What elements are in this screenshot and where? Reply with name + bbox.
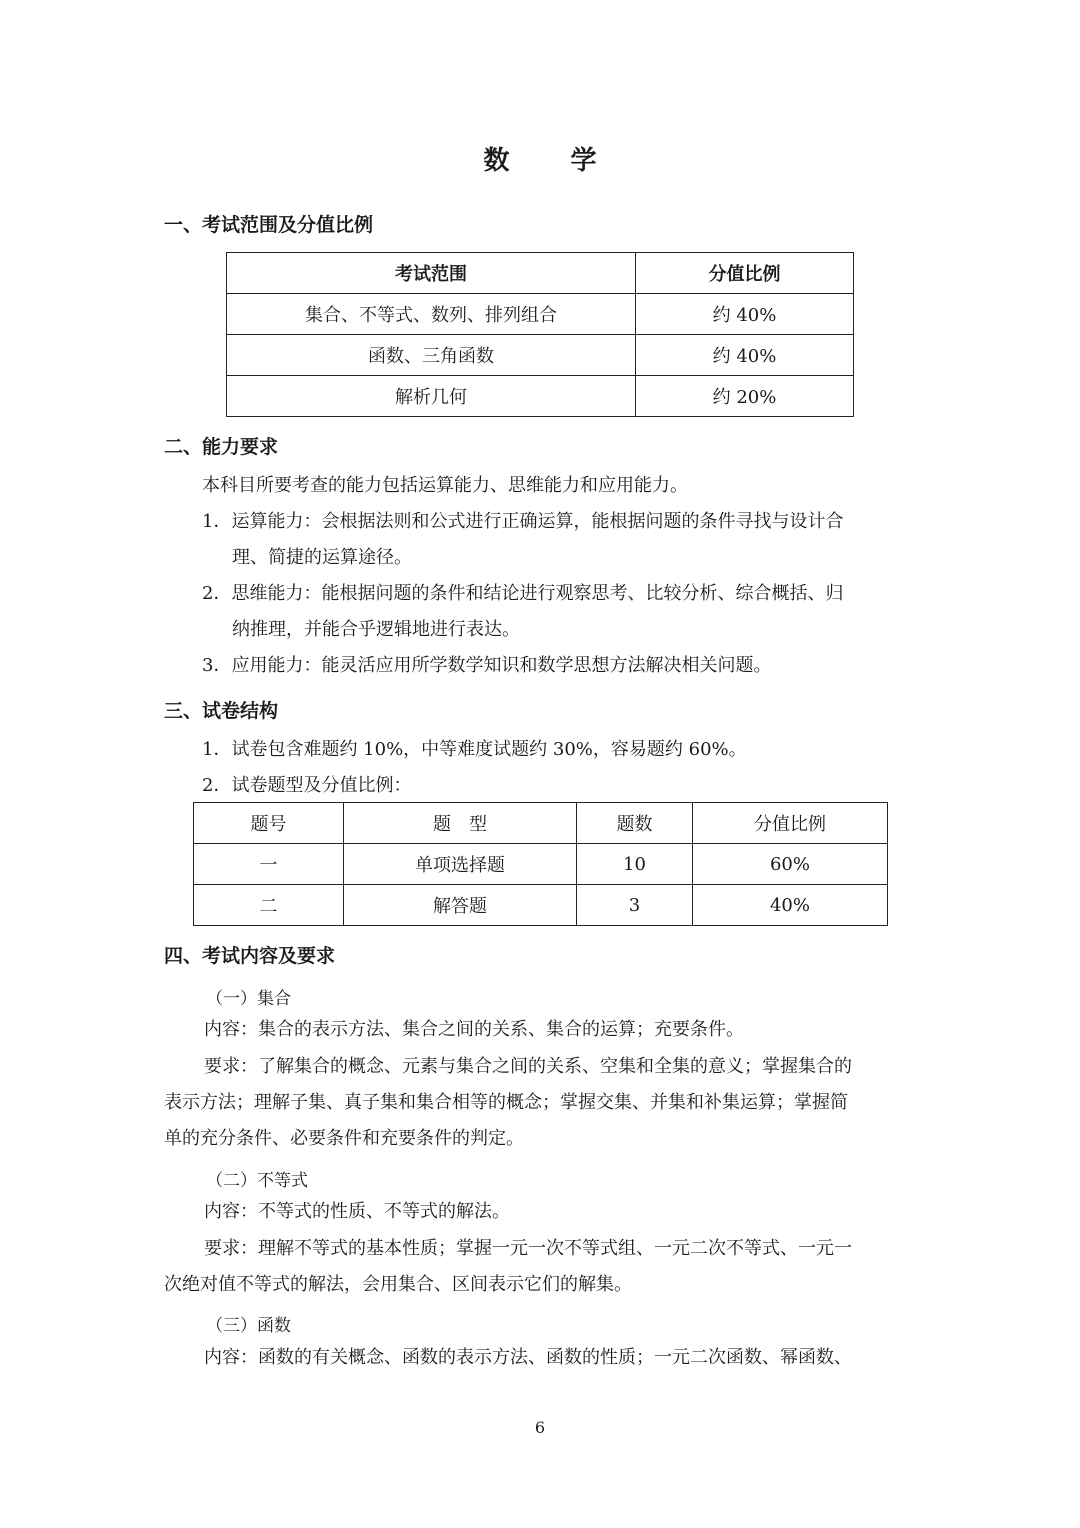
ability-item-1-cont: 理、简捷的运算途径。 — [232, 547, 412, 568]
sets-requirement-cont: 单的充分条件、必要条件和充要条件的判定。 — [164, 1128, 524, 1149]
ability-item-3: 3．应用能力：能灵活应用所学数学知识和数学思想方法解决相关问题。 — [202, 655, 772, 676]
sets-requirement-cont: 表示方法；理解子集、真子集和集合相等的概念；掌握交集、并集和补集运算；掌握简 — [164, 1092, 848, 1113]
table-header-cell: 分值比例 — [636, 253, 854, 294]
table-cell: 解析几何 — [227, 376, 636, 417]
subsection-sets: （一）集合 — [206, 989, 291, 1009]
table-cell: 约 20% — [636, 376, 854, 417]
inequality-requirement-cont: 次绝对值不等式的解法，会用集合、区间表示它们的解集。 — [164, 1274, 632, 1295]
table-cell: 函数、三角函数 — [227, 335, 636, 376]
table-cell: 二 — [194, 885, 344, 926]
sets-requirement: 要求：了解集合的概念、元素与集合之间的关系、空集和全集的意义；掌握集合的 — [204, 1056, 852, 1077]
table-header-cell: 分值比例 — [693, 803, 888, 844]
table-cell: 约 40% — [636, 335, 854, 376]
table-cell: 60% — [693, 844, 888, 885]
question-type-table — [193, 802, 888, 926]
table-header-cell: 考试范围 — [227, 253, 636, 294]
section-heading-scope: 一、考试范围及分值比例 — [164, 214, 374, 236]
table-header-row — [227, 253, 854, 294]
table-cell: 单项选择题 — [344, 844, 577, 885]
scope-table — [226, 252, 854, 417]
ability-item-2-cont: 纳推理，并能合乎逻辑地进行表达。 — [232, 619, 520, 640]
table-header-row — [194, 803, 888, 844]
table-row — [194, 885, 888, 926]
table-cell: 约 40% — [636, 294, 854, 335]
table-row — [194, 844, 888, 885]
section-heading-content: 四、考试内容及要求 — [164, 945, 336, 967]
inequality-requirement: 要求：理解不等式的基本性质；掌握一元一次不等式组、一元二次不等式、一元一 — [204, 1238, 852, 1259]
table-cell: 集合、不等式、数列、排列组合 — [227, 294, 636, 335]
functions-content: 内容：函数的有关概念、函数的表示方法、函数的性质；一元二次函数、幂函数、 — [204, 1347, 852, 1368]
subsection-functions: （三）函数 — [206, 1316, 291, 1336]
table-cell: 解答题 — [344, 885, 577, 926]
table-header-cell: 题数 — [577, 803, 693, 844]
table-row — [227, 335, 854, 376]
ability-item-1: 1．运算能力：会根据法则和公式进行正确运算，能根据问题的条件寻找与设计合 — [202, 511, 844, 532]
section-heading-structure: 三、试卷结构 — [164, 700, 279, 722]
page-title: 数 学 — [483, 146, 623, 176]
subsection-inequality: （二）不等式 — [206, 1171, 308, 1191]
table-row — [227, 294, 854, 335]
table-header-cell: 题 型 — [344, 803, 577, 844]
table-cell: 3 — [577, 885, 693, 926]
table-header-cell: 题号 — [194, 803, 344, 844]
ability-intro: 本科目所要考查的能力包括运算能力、思维能力和应用能力。 — [202, 475, 688, 496]
inequality-content: 内容：不等式的性质、不等式的解法。 — [204, 1201, 510, 1222]
ability-item-2: 2．思维能力：能根据问题的条件和结论进行观察思考、比较分析、综合概括、归 — [202, 583, 844, 604]
structure-item-2: 2．试卷题型及分值比例： — [202, 775, 412, 796]
table-cell: 40% — [693, 885, 888, 926]
structure-item-1: 1．试卷包含难题约 10%，中等难度试题约 30%，容易题约 60%。 — [202, 739, 747, 760]
section-heading-ability: 二、能力要求 — [164, 436, 279, 458]
table-cell: 一 — [194, 844, 344, 885]
sets-content: 内容：集合的表示方法、集合之间的关系、集合的运算；充要条件。 — [204, 1019, 744, 1040]
table-row — [227, 376, 854, 417]
table-cell: 10 — [577, 844, 693, 885]
page-number: 6 — [534, 1418, 546, 1437]
